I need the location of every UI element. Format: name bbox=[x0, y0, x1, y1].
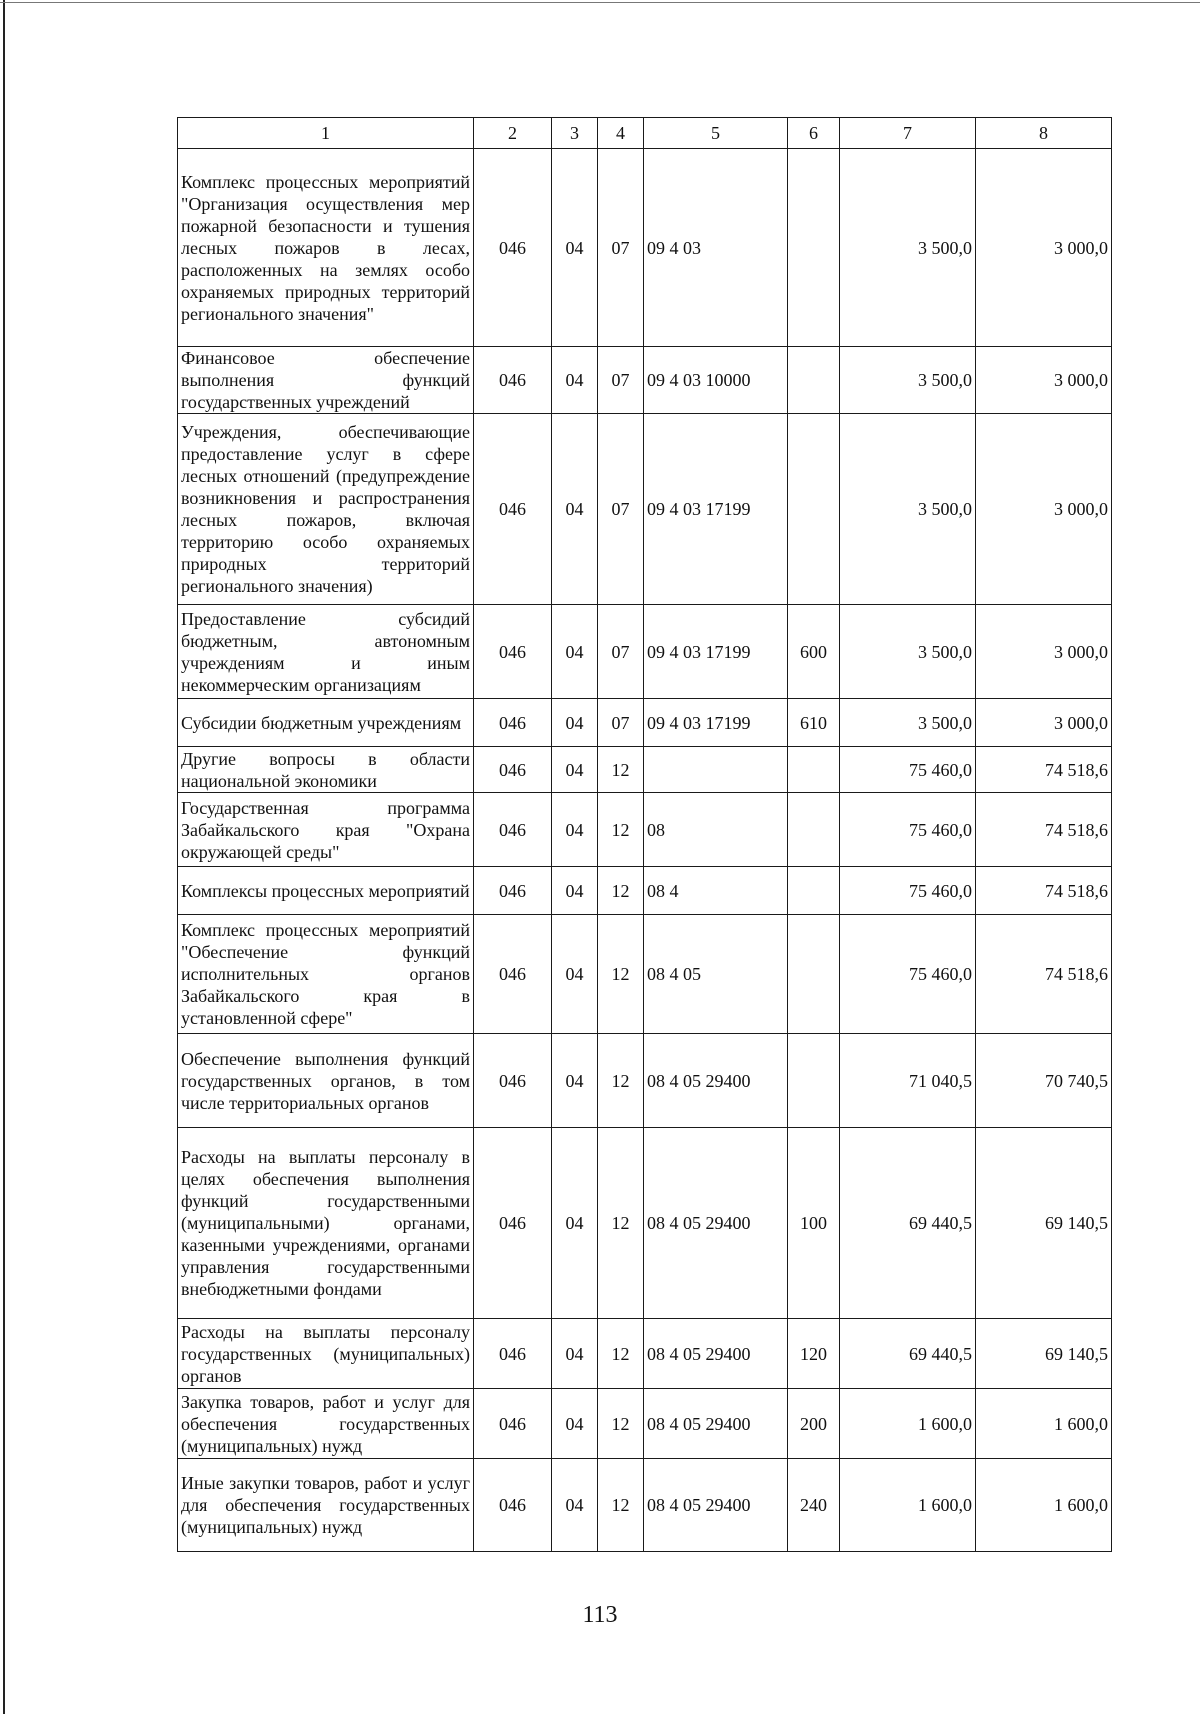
column-header: 4 bbox=[598, 118, 644, 149]
table-row bbox=[178, 747, 1112, 793]
cell-target-article: 08 4 bbox=[644, 867, 788, 915]
cell-section: 04 bbox=[552, 747, 598, 793]
cell-expense-type: 200 bbox=[788, 1389, 840, 1459]
cell-target-article: 09 4 03 17199 bbox=[644, 699, 788, 747]
cell-target-article: 08 4 05 29400 bbox=[644, 1459, 788, 1552]
cell-subsection: 07 bbox=[598, 605, 644, 699]
cell-section: 04 bbox=[552, 149, 598, 347]
cell-subsection: 12 bbox=[598, 867, 644, 915]
cell-amount-1: 69 440,5 bbox=[840, 1319, 976, 1389]
cell-admin-code: 046 bbox=[474, 1128, 552, 1319]
cell-subsection: 12 bbox=[598, 915, 644, 1034]
cell-admin-code: 046 bbox=[474, 793, 552, 867]
cell-section: 04 bbox=[552, 1459, 598, 1552]
row-name: Учреждения, обеспечивающие предоставление услуг в сфере лесных отношений (предупреждение возникновения и распространения лесных пожаров, включая территорию особо охраняемых природных территорий регионального значения) bbox=[178, 414, 474, 605]
cell-subsection: 07 bbox=[598, 347, 644, 414]
table-row bbox=[178, 699, 1112, 747]
column-header: 3 bbox=[552, 118, 598, 149]
row-name: Закупка товаров, работ и услуг для обеспечения государственных (муниципальных) нужд bbox=[178, 1389, 474, 1459]
cell-subsection: 12 bbox=[598, 747, 644, 793]
cell-expense-type bbox=[788, 747, 840, 793]
cell-amount-1: 1 600,0 bbox=[840, 1459, 976, 1552]
cell-amount-1: 69 440,5 bbox=[840, 1128, 976, 1319]
cell-subsection: 07 bbox=[598, 699, 644, 747]
scan-page-edge bbox=[3, 0, 5, 1714]
column-header: 6 bbox=[788, 118, 840, 149]
cell-admin-code: 046 bbox=[474, 347, 552, 414]
table-row bbox=[178, 1389, 1112, 1459]
row-name: Обеспечение выполнения функций государственных органов, в том числе территориальных органов bbox=[178, 1034, 474, 1128]
row-name: Другие вопросы в области национальной экономики bbox=[178, 747, 474, 793]
cell-admin-code: 046 bbox=[474, 747, 552, 793]
cell-subsection: 12 bbox=[598, 1389, 644, 1459]
cell-expense-type bbox=[788, 149, 840, 347]
column-header: 5 bbox=[644, 118, 788, 149]
cell-amount-1: 3 500,0 bbox=[840, 414, 976, 605]
cell-subsection: 12 bbox=[598, 1319, 644, 1389]
budget-table bbox=[177, 117, 1112, 1552]
cell-amount-1: 3 500,0 bbox=[840, 149, 976, 347]
cell-expense-type bbox=[788, 347, 840, 414]
cell-amount-1: 75 460,0 bbox=[840, 747, 976, 793]
cell-section: 04 bbox=[552, 347, 598, 414]
header-row bbox=[178, 118, 1112, 149]
cell-amount-2: 70 740,5 bbox=[976, 1034, 1112, 1128]
cell-amount-1: 71 040,5 bbox=[840, 1034, 976, 1128]
table-row bbox=[178, 414, 1112, 605]
cell-amount-2: 74 518,6 bbox=[976, 867, 1112, 915]
cell-expense-type: 120 bbox=[788, 1319, 840, 1389]
table-row bbox=[178, 605, 1112, 699]
cell-admin-code: 046 bbox=[474, 605, 552, 699]
cell-target-article: 09 4 03 17199 bbox=[644, 414, 788, 605]
cell-admin-code: 046 bbox=[474, 915, 552, 1034]
cell-target-article: 08 4 05 29400 bbox=[644, 1034, 788, 1128]
column-header: 2 bbox=[474, 118, 552, 149]
table-row bbox=[178, 1319, 1112, 1389]
cell-section: 04 bbox=[552, 867, 598, 915]
row-name: Финансовое обеспечение выполнения функций государственных учреждений bbox=[178, 347, 474, 414]
cell-admin-code: 046 bbox=[474, 699, 552, 747]
cell-target-article: 08 4 05 bbox=[644, 915, 788, 1034]
cell-admin-code: 046 bbox=[474, 1389, 552, 1459]
cell-target-article bbox=[644, 747, 788, 793]
cell-expense-type bbox=[788, 1034, 840, 1128]
cell-expense-type bbox=[788, 414, 840, 605]
row-name: Предоставление субсидий бюджетным, автономным учреждениям и иным некоммерческим организациям bbox=[178, 605, 474, 699]
table-row bbox=[178, 1128, 1112, 1319]
cell-section: 04 bbox=[552, 414, 598, 605]
cell-amount-2: 3 000,0 bbox=[976, 605, 1112, 699]
cell-section: 04 bbox=[552, 915, 598, 1034]
cell-expense-type bbox=[788, 793, 840, 867]
cell-amount-1: 75 460,0 bbox=[840, 867, 976, 915]
cell-amount-1: 1 600,0 bbox=[840, 1389, 976, 1459]
cell-subsection: 12 bbox=[598, 793, 644, 867]
cell-amount-2: 74 518,6 bbox=[976, 915, 1112, 1034]
cell-expense-type: 600 bbox=[788, 605, 840, 699]
table-row bbox=[178, 793, 1112, 867]
cell-subsection: 12 bbox=[598, 1459, 644, 1552]
cell-amount-2: 74 518,6 bbox=[976, 793, 1112, 867]
page-number: 113 bbox=[582, 1602, 618, 1628]
table-row bbox=[178, 1034, 1112, 1128]
cell-amount-1: 75 460,0 bbox=[840, 915, 976, 1034]
cell-target-article: 09 4 03 10000 bbox=[644, 347, 788, 414]
table-row bbox=[178, 915, 1112, 1034]
row-name: Комплексы процессных мероприятий bbox=[178, 867, 474, 915]
row-name: Расходы на выплаты персоналу государственных (муниципальных) органов bbox=[178, 1319, 474, 1389]
column-header: 8 bbox=[976, 118, 1112, 149]
cell-subsection: 12 bbox=[598, 1128, 644, 1319]
cell-section: 04 bbox=[552, 1034, 598, 1128]
cell-expense-type: 240 bbox=[788, 1459, 840, 1552]
cell-section: 04 bbox=[552, 699, 598, 747]
cell-admin-code: 046 bbox=[474, 1319, 552, 1389]
row-name: Субсидии бюджетным учреждениям bbox=[178, 699, 474, 747]
cell-target-article: 08 bbox=[644, 793, 788, 867]
cell-admin-code: 046 bbox=[474, 1034, 552, 1128]
table-row bbox=[178, 867, 1112, 915]
cell-amount-1: 3 500,0 bbox=[840, 605, 976, 699]
table-row bbox=[178, 1459, 1112, 1552]
cell-subsection: 07 bbox=[598, 149, 644, 347]
table-row bbox=[178, 347, 1112, 414]
cell-amount-2: 1 600,0 bbox=[976, 1459, 1112, 1552]
column-header: 1 bbox=[178, 118, 474, 149]
cell-target-article: 09 4 03 bbox=[644, 149, 788, 347]
cell-amount-2: 3 000,0 bbox=[976, 149, 1112, 347]
cell-target-article: 08 4 05 29400 bbox=[644, 1128, 788, 1319]
cell-subsection: 12 bbox=[598, 1034, 644, 1128]
table-row bbox=[178, 149, 1112, 347]
cell-amount-2: 3 000,0 bbox=[976, 699, 1112, 747]
cell-expense-type bbox=[788, 867, 840, 915]
cell-admin-code: 046 bbox=[474, 867, 552, 915]
cell-expense-type: 100 bbox=[788, 1128, 840, 1319]
cell-amount-1: 3 500,0 bbox=[840, 699, 976, 747]
scan-top-edge bbox=[0, 2, 1200, 3]
cell-section: 04 bbox=[552, 605, 598, 699]
row-name: Государственная программа Забайкальского края "Охрана окружающей среды" bbox=[178, 793, 474, 867]
cell-amount-2: 3 000,0 bbox=[976, 347, 1112, 414]
cell-admin-code: 046 bbox=[474, 149, 552, 347]
row-name: Комплекс процессных мероприятий "Обеспечение функций исполнительных органов Забайкальского края в установленной сфере" bbox=[178, 915, 474, 1034]
cell-target-article: 08 4 05 29400 bbox=[644, 1389, 788, 1459]
cell-admin-code: 046 bbox=[474, 1459, 552, 1552]
cell-expense-type bbox=[788, 915, 840, 1034]
cell-subsection: 07 bbox=[598, 414, 644, 605]
cell-amount-1: 75 460,0 bbox=[840, 793, 976, 867]
cell-amount-2: 3 000,0 bbox=[976, 414, 1112, 605]
row-name: Комплекс процессных мероприятий "Организация осуществления мер пожарной безопасности и тушения лесных пожаров в лесах, расположенных на землях особо охраняемых природных территорий регионального значения" bbox=[178, 149, 474, 347]
cell-section: 04 bbox=[552, 1319, 598, 1389]
cell-admin-code: 046 bbox=[474, 414, 552, 605]
cell-amount-2: 1 600,0 bbox=[976, 1389, 1112, 1459]
cell-section: 04 bbox=[552, 1128, 598, 1319]
cell-amount-2: 69 140,5 bbox=[976, 1319, 1112, 1389]
cell-amount-1: 3 500,0 bbox=[840, 347, 976, 414]
cell-section: 04 bbox=[552, 1389, 598, 1459]
cell-expense-type: 610 bbox=[788, 699, 840, 747]
column-header: 7 bbox=[840, 118, 976, 149]
row-name: Расходы на выплаты персоналу в целях обеспечения выполнения функций государственными (муниципальными) органами, казенными учреждениями, органами управления государственными внебюджетными фондами bbox=[178, 1128, 474, 1319]
cell-amount-2: 74 518,6 bbox=[976, 747, 1112, 793]
row-name: Иные закупки товаров, работ и услуг для обеспечения государственных (муниципальных) нужд bbox=[178, 1459, 474, 1552]
cell-section: 04 bbox=[552, 793, 598, 867]
cell-target-article: 08 4 05 29400 bbox=[644, 1319, 788, 1389]
cell-target-article: 09 4 03 17199 bbox=[644, 605, 788, 699]
cell-amount-2: 69 140,5 bbox=[976, 1128, 1112, 1319]
